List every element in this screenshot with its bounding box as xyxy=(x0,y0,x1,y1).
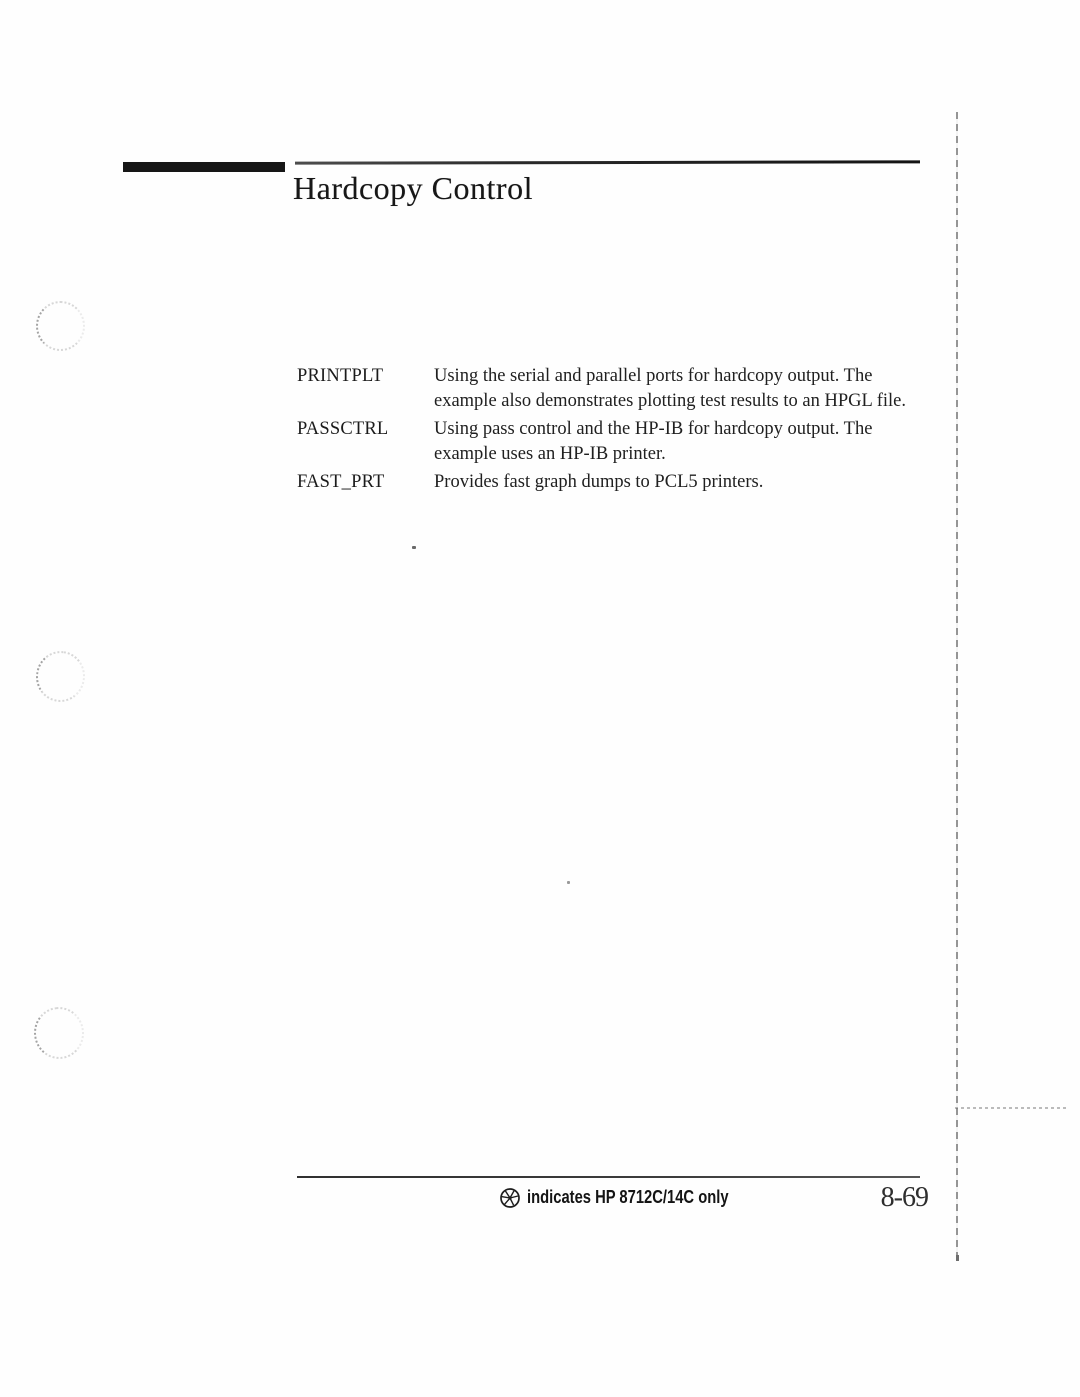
term-label: PRINTPLT xyxy=(297,366,384,386)
term-description: Provides fast graph dumps to PCL5 printers. xyxy=(434,472,764,492)
glossary-list xyxy=(297,364,937,498)
glossary-row xyxy=(297,470,937,495)
dashed-line-end-dot xyxy=(956,1255,959,1261)
scan-artifact-circle xyxy=(33,648,89,705)
term-description: Using pass control and the HP-IB for hardcopy output. The example uses an HP-IB printer. xyxy=(434,419,873,464)
scan-speck xyxy=(412,546,416,549)
scan-speck xyxy=(567,881,570,884)
scan-artifact-circle xyxy=(31,1005,86,1062)
footer-note: indicates HP 8712C/14C only xyxy=(527,1187,729,1207)
term-description: Using the serial and parallel ports for hardcopy output. The example also demonstrates plotting test results to an HPGL file. xyxy=(434,366,907,411)
scan-artifact-circle xyxy=(36,301,85,351)
page-title: Hardcopy Control xyxy=(293,170,533,206)
glossary-row xyxy=(297,364,937,414)
wheel-icon xyxy=(499,1187,521,1209)
term-label: FAST_PRT xyxy=(297,472,385,492)
right-margin-dashed-line xyxy=(956,112,958,1260)
footer-rule xyxy=(297,1176,920,1178)
page-number: 8-69 xyxy=(880,1182,928,1213)
header-black-bar xyxy=(123,162,285,172)
glossary-row xyxy=(297,417,937,467)
margin-dotted-line xyxy=(955,1107,1067,1109)
term-label: PASSCTRL xyxy=(297,419,389,439)
header-rule xyxy=(295,160,920,164)
